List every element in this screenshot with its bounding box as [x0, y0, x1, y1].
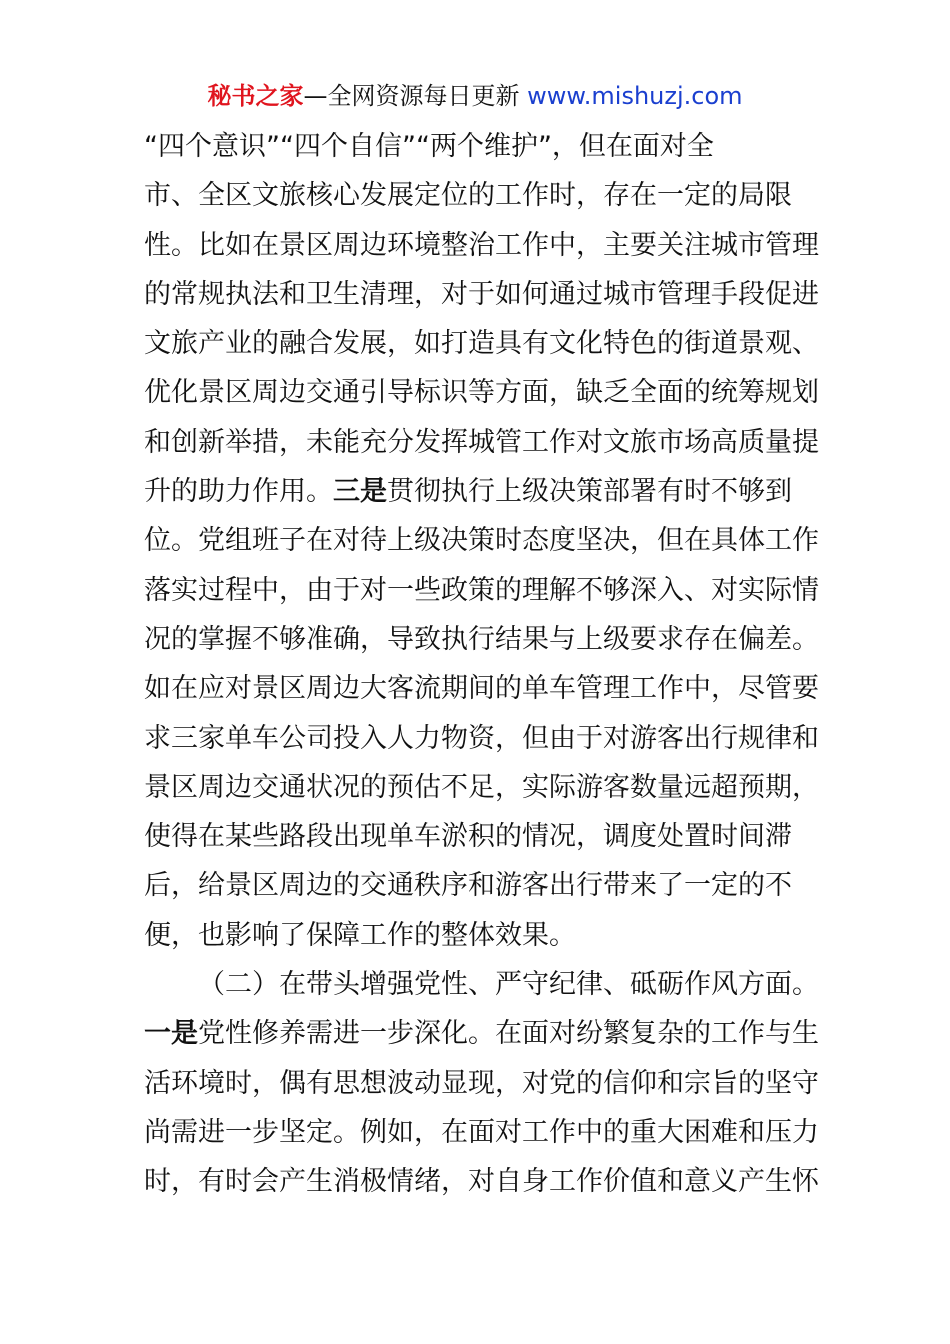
text-line [144, 1059, 819, 1108]
text-line [144, 911, 809, 960]
text-line [144, 368, 819, 417]
text-segment: “四个意识”“四个自信”“两个维护”，但在面对全 [144, 131, 714, 162]
text-line [144, 516, 819, 565]
site-tagline: —全网资源每日更新 [303, 82, 528, 110]
text-segment: 如在应对景区周边大客流期间的单车管理工作中，尽管要 [144, 673, 819, 705]
text-segment: 况的掌握不够准确，导致执行结果与上级要求存在偏差。 [144, 623, 819, 655]
text-line [144, 763, 819, 812]
text-segment: 升的助力作用。 [144, 476, 333, 508]
text-segment: （二）在带头增强党性、严守纪律、砥砺作风方面。 [198, 969, 819, 1001]
text-segment: 后，给景区周边的交通秩序和游客出行带来了一定的不 [144, 870, 792, 902]
text-line [144, 615, 819, 664]
document-body [144, 122, 819, 1207]
text-segment: 活环境时，偶有思想波动显现，对党的信仰和宗旨的坚守 [144, 1067, 819, 1099]
text-line [144, 418, 819, 467]
site-url[interactable]: www.mishuzj.com [527, 82, 743, 110]
bold-text-segment: 一是 [144, 1018, 198, 1050]
text-segment: 党性修养需进一步深化。在面对纷繁复杂的工作与生 [198, 1018, 819, 1050]
text-line [144, 714, 819, 763]
text-segment: 便，也影响了保障工作的整体效果。 [144, 919, 576, 951]
text-line [144, 319, 819, 368]
bold-text-segment: 三是 [333, 476, 387, 508]
text-segment: 时，有时会产生消极情绪，对自身工作价值和意义产生怀 [144, 1166, 819, 1198]
text-segment: 和创新举措，未能充分发挥城管工作对文旅市场高质量提 [144, 426, 819, 458]
text-line [144, 664, 819, 713]
text-line [144, 812, 809, 861]
text-line [144, 960, 819, 1009]
text-segment: 贯彻执行上级决策部署有时不够到 [387, 476, 792, 508]
text-line [144, 467, 809, 516]
site-brand: 秘书之家 [207, 82, 304, 110]
text-line [144, 566, 819, 615]
site-header [0, 80, 950, 112]
text-segment: 尚需进一步坚定。例如，在面对工作中的重大困难和压力 [144, 1116, 819, 1148]
text-segment: 市、全区文旅核心发展定位的工作时，存在一定的局限 [144, 180, 792, 212]
text-line [144, 122, 809, 171]
text-line [144, 171, 809, 220]
text-segment: 位。党组班子在对待上级决策时态度坚决，但在具体工作 [144, 525, 819, 557]
text-line [144, 1157, 819, 1206]
text-segment: 求三家单车公司投入人力物资，但由于对游客出行规律和 [144, 722, 819, 754]
text-segment: 景区周边交通状况的预估不足，实际游客数量远超预期， [144, 771, 819, 803]
text-line [144, 1108, 819, 1157]
text-line [144, 861, 809, 910]
text-segment: 使得在某些路段出现单车淤积的情况，调度处置时间滞 [144, 821, 792, 853]
text-segment: 落实过程中，由于对一些政策的理解不够深入、对实际情 [144, 574, 819, 606]
text-line [144, 1009, 819, 1058]
text-segment: 优化景区周边交通引导标识等方面，缺乏全面的统筹规划 [144, 377, 819, 409]
text-segment: 的常规执法和卫生清理，对于如何通过城市管理手段促进 [144, 278, 819, 310]
text-line [144, 221, 819, 270]
text-segment: 文旅产业的融合发展，如打造具有文化特色的街道景观、 [144, 328, 819, 360]
text-line [144, 270, 819, 319]
text-segment: 性。比如在景区周边环境整治工作中，主要关注城市管理 [144, 229, 819, 261]
